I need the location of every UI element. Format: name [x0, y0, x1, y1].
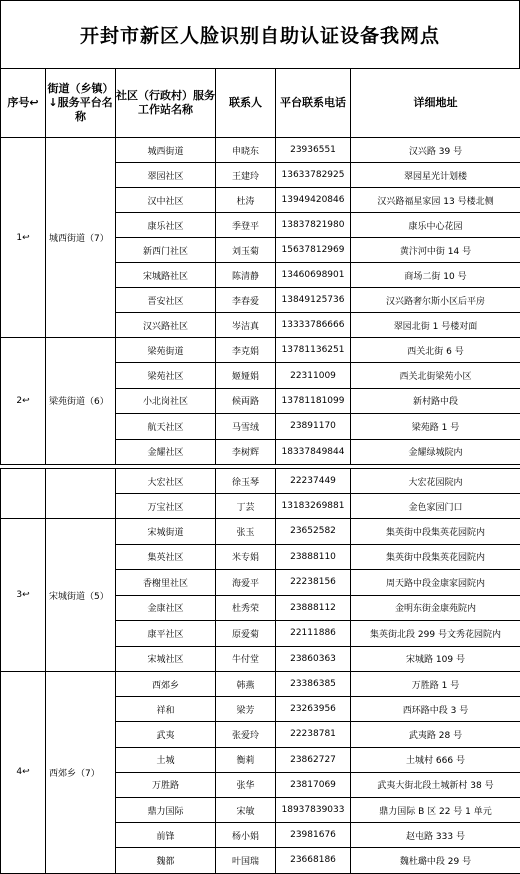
- phone-number: 23891170: [276, 414, 351, 439]
- phone-number: 15637812969: [276, 238, 351, 263]
- phone-number: 13333786666: [276, 313, 351, 338]
- section-group-name: 梁苑街道（6）: [46, 338, 116, 465]
- phone-number: 23263956: [276, 697, 351, 722]
- phone-number: 22238781: [276, 722, 351, 747]
- address: 土城村 666 号: [351, 747, 520, 772]
- contact-name: 姬娅娟: [216, 363, 276, 388]
- community-name: 集英社区: [116, 544, 216, 570]
- community-name: 宋城路社区: [116, 263, 216, 288]
- community-name: 金耀社区: [116, 439, 216, 464]
- community-name: 翠园社区: [116, 163, 216, 188]
- address: 武夷大街北段土城新村 38 号: [351, 772, 520, 797]
- section-group-name: 西郊乡（7）: [46, 672, 116, 874]
- phone-number: 13837821980: [276, 213, 351, 238]
- phone-number: 23386385: [276, 672, 351, 697]
- address: 汉兴路奢尔斯小区后平房: [351, 288, 520, 313]
- address: 西环路中段 3 号: [351, 697, 520, 722]
- community-name: 土城: [116, 747, 216, 772]
- community-name: 汉兴路社区: [116, 313, 216, 338]
- address: 魏杜璐中段 29 号: [351, 848, 520, 873]
- header-street: 街道（乡镇）↓服务平台名称: [46, 69, 116, 138]
- contact-name: 杜涛: [216, 188, 276, 213]
- address: 康乐中心花园: [351, 213, 520, 238]
- address: 翠园星光计划楼: [351, 163, 520, 188]
- address: 金耀绿城院内: [351, 439, 520, 464]
- section-index: 4↩: [1, 672, 46, 874]
- document-title: 开封市新区人脸识别自助认证设备我网点: [0, 0, 520, 68]
- community-name: 祥和: [116, 697, 216, 722]
- phone-number: 23862727: [276, 747, 351, 772]
- phone-number: 23936551: [276, 138, 351, 163]
- contact-name: 杜秀荣: [216, 595, 276, 621]
- address: 金明东街金康苑院内: [351, 595, 520, 621]
- community-name: 新西门社区: [116, 238, 216, 263]
- phone-number: 13183269881: [276, 494, 351, 519]
- address: 黄汴河中街 14 号: [351, 238, 520, 263]
- phone-number: 23652582: [276, 519, 351, 545]
- contact-name: 丁芸: [216, 494, 276, 519]
- section-index: [1, 469, 46, 519]
- community-name: 宋城社区: [116, 646, 216, 672]
- community-name: 鼎力国际: [116, 797, 216, 822]
- community-name: 前锋: [116, 823, 216, 848]
- contact-name: 马雪绒: [216, 414, 276, 439]
- address: 金色家园门口: [351, 494, 520, 519]
- phone-number: 13781181099: [276, 388, 351, 413]
- community-name: 魏都: [116, 848, 216, 873]
- phone-number: 22238156: [276, 570, 351, 596]
- community-name: 康乐社区: [116, 213, 216, 238]
- section-index: 1↩: [1, 138, 46, 338]
- phone-number: 23888110: [276, 544, 351, 570]
- phone-number: 23668186: [276, 848, 351, 873]
- phone-number: 23817069: [276, 772, 351, 797]
- phone-number: 13633782925: [276, 163, 351, 188]
- community-name: 香榭里社区: [116, 570, 216, 596]
- contact-name: 陈清静: [216, 263, 276, 288]
- contact-name: 宋敏: [216, 797, 276, 822]
- header-phone: 平台联系电话: [276, 69, 351, 138]
- section-index: 3↩: [1, 519, 46, 672]
- contact-name: 张华: [216, 772, 276, 797]
- section-group-name: 宋城街道（5）: [46, 519, 116, 672]
- phone-number: 13781136251: [276, 338, 351, 363]
- contact-name: 李克娟: [216, 338, 276, 363]
- address: 商场二街 10 号: [351, 263, 520, 288]
- contact-name: 岑洁真: [216, 313, 276, 338]
- phone-number: 23888112: [276, 595, 351, 621]
- contact-name: 王建玲: [216, 163, 276, 188]
- address: 鼎力国际 B 区 22 号 1 单元: [351, 797, 520, 822]
- address: 大宏花园院内: [351, 469, 520, 494]
- phone-number: 23860363: [276, 646, 351, 672]
- address: 武夷路 28 号: [351, 722, 520, 747]
- contact-name: 李春爱: [216, 288, 276, 313]
- table-row: [1, 672, 520, 697]
- phone-number: 22311009: [276, 363, 351, 388]
- community-name: 梁苑街道: [116, 338, 216, 363]
- phone-number: 22111886: [276, 621, 351, 647]
- header-row: [1, 69, 520, 138]
- address: 西关北街 6 号: [351, 338, 520, 363]
- contact-name: 李树辉: [216, 439, 276, 464]
- phone-number: 18937839033: [276, 797, 351, 822]
- contact-name: 张爱玲: [216, 722, 276, 747]
- contact-name: 徐玉琴: [216, 469, 276, 494]
- community-name: 大宏社区: [116, 469, 216, 494]
- address: 集英街中段集英花园院内: [351, 519, 520, 545]
- header-index: 序号↩: [1, 69, 46, 138]
- header-contact: 联系人: [216, 69, 276, 138]
- contact-name: 韩燕: [216, 672, 276, 697]
- community-name: 航天社区: [116, 414, 216, 439]
- address: 集英街中段集英花园院内: [351, 544, 520, 570]
- address: 西关北街梁苑小区: [351, 363, 520, 388]
- contact-name: 牛付堂: [216, 646, 276, 672]
- contact-name: 海爱平: [216, 570, 276, 596]
- address: 万胜路 1 号: [351, 672, 520, 697]
- address: 赵屯路 333 号: [351, 823, 520, 848]
- table-row: [1, 138, 520, 163]
- header-address: 详细地址: [351, 69, 520, 138]
- contact-name: 季登平: [216, 213, 276, 238]
- contact-name: 衡莉: [216, 747, 276, 772]
- community-name: 武夷: [116, 722, 216, 747]
- contact-name: 米专娟: [216, 544, 276, 570]
- phone-number: 22237449: [276, 469, 351, 494]
- contact-name: 张玉: [216, 519, 276, 545]
- community-name: 康平社区: [116, 621, 216, 647]
- phone-number: 23981676: [276, 823, 351, 848]
- contact-name: 申晓东: [216, 138, 276, 163]
- address: 翠园北街 1 号楼对面: [351, 313, 520, 338]
- section-index: 2↩: [1, 338, 46, 465]
- community-name: 万宝社区: [116, 494, 216, 519]
- community-name: 万胜路: [116, 772, 216, 797]
- community-name: 宋城街道: [116, 519, 216, 545]
- community-name: 西郊乡: [116, 672, 216, 697]
- table-row: [1, 338, 520, 363]
- section-group-name: 城西街道（7）: [46, 138, 116, 338]
- address: 梁苑路 1 号: [351, 414, 520, 439]
- contact-name: 叶国瑞: [216, 848, 276, 873]
- phone-number: 18337849844: [276, 439, 351, 464]
- address: 周天路中段金康家园院内: [351, 570, 520, 596]
- table-row: [1, 519, 520, 545]
- address: 集英街北段 299 号文秀花园院内: [351, 621, 520, 647]
- community-name: 城西街道: [116, 138, 216, 163]
- section-group-name: [46, 469, 116, 519]
- contact-name: 原爱菊: [216, 621, 276, 647]
- contact-name: 刘玉菊: [216, 238, 276, 263]
- community-name: 晋安社区: [116, 288, 216, 313]
- address: 宋城路 109 号: [351, 646, 520, 672]
- table-row: [1, 469, 520, 494]
- address: 汉兴路 39 号: [351, 138, 520, 163]
- community-name: 金康社区: [116, 595, 216, 621]
- network-table-continued: [0, 468, 520, 874]
- contact-name: 候両路: [216, 388, 276, 413]
- phone-number: 13460698901: [276, 263, 351, 288]
- address: 新村路中段: [351, 388, 520, 413]
- contact-name: 杨小娟: [216, 823, 276, 848]
- header-community: 社区（行政村）服务工作站名称: [116, 69, 216, 138]
- community-name: 小北岗社区: [116, 388, 216, 413]
- phone-number: 13849125736: [276, 288, 351, 313]
- contact-name: 梁芳: [216, 697, 276, 722]
- community-name: 梁苑社区: [116, 363, 216, 388]
- community-name: 汉中社区: [116, 188, 216, 213]
- address: 汉兴路福星家园 13 号楼北侧: [351, 188, 520, 213]
- network-table: [0, 68, 520, 465]
- phone-number: 13949420846: [276, 188, 351, 213]
